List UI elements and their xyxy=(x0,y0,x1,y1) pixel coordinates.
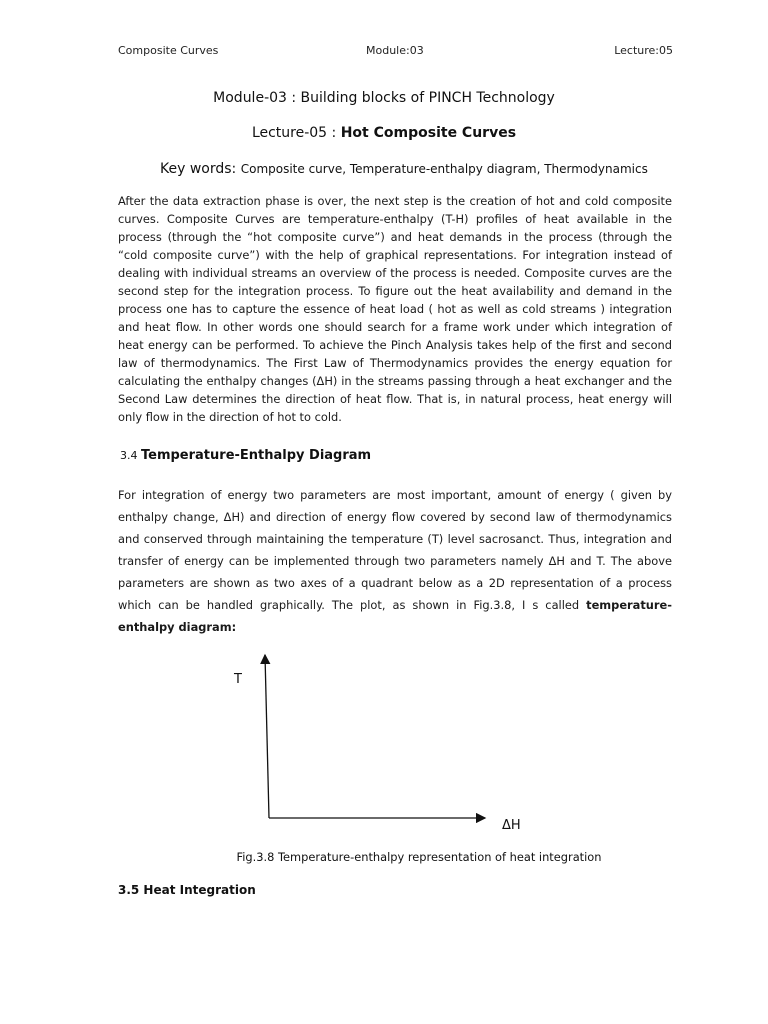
section-3-5-heading: 3.5 Heat Integration xyxy=(118,883,256,897)
section-3-4-number: 3.4 xyxy=(120,449,141,462)
section-3-4-text: For integration of energy two parameters are most important, amount of energy ( given by enthalpy change, ΔH) and direction of energy flow covered by second law of thermodynamics and conserved through maintaining the temperature (T) level sacrosanct. Thus, integration and transfer of energy can be implemented through two parameters namely ΔH and T. The above parameters are shown as two axes of a quadrant below as a 2D representation of a process which can be handled graphically. The plot, as shown in Fig.3.8, I s called xyxy=(118,488,672,612)
temperature-enthalpy-diagram xyxy=(225,645,525,835)
lecture-prefix: Lecture-05 : xyxy=(251,125,341,141)
lecture-name: Hot Composite Curves xyxy=(340,125,517,141)
keywords-text: Composite curve, Temperature-enthalpy diagram, Thermodynamics xyxy=(240,162,648,176)
lecture-title xyxy=(0,125,768,141)
page-header xyxy=(118,44,673,62)
keywords-line xyxy=(160,161,680,177)
header-middle: Module:03 xyxy=(366,44,424,57)
x-axis-label: ΔH xyxy=(502,818,521,833)
section-3-4-title: Temperature-Enthalpy Diagram xyxy=(141,448,372,463)
y-axis xyxy=(265,655,269,818)
keywords-label: Key words: xyxy=(160,161,241,177)
section-3-4-heading xyxy=(120,448,371,463)
figure-caption: Fig.3.8 Temperature-enthalpy representation of heat integration xyxy=(236,850,602,864)
y-axis-label: T xyxy=(234,672,242,687)
module-title: Module-03 : Building blocks of PINCH Technology xyxy=(213,90,555,106)
intro-paragraph: After the data extraction phase is over, the next step is the creation of hot and cold composite curves. Composite Curves are temperature-enthalpy (T-H) profiles of heat available in the process (through the “hot composite curve”) and heat demands in the process (through the “cold composite curve”) with the help of graphical representations. For integration instead of dealing with individual streams an overview of the process is needed. Composite curves are the second step for the integration process. To figure out the heat availability and demand in the process one has to capture the essence of heat load ( hot as well as cold streams ) integration and heat flow. In other words one should search for a frame work under which integration of heat energy can be performed. To achieve the Pinch Analysis takes help of the first and second law of thermodynamics. The First Law of Thermodynamics provides the energy equation for calculating the enthalpy changes (ΔH) in the streams passing through a heat exchanger and the Second Law determines the direction of heat flow. That is, in natural process, heat energy will only flow in the direction of hot to cold. xyxy=(118,194,672,424)
header-left: Composite Curves xyxy=(118,44,219,57)
section-3-4-paragraph xyxy=(118,484,672,638)
header-right: Lecture:05 xyxy=(614,44,673,57)
section-3-4-bold-term: temperature-enthalpy diagram: xyxy=(118,598,672,634)
